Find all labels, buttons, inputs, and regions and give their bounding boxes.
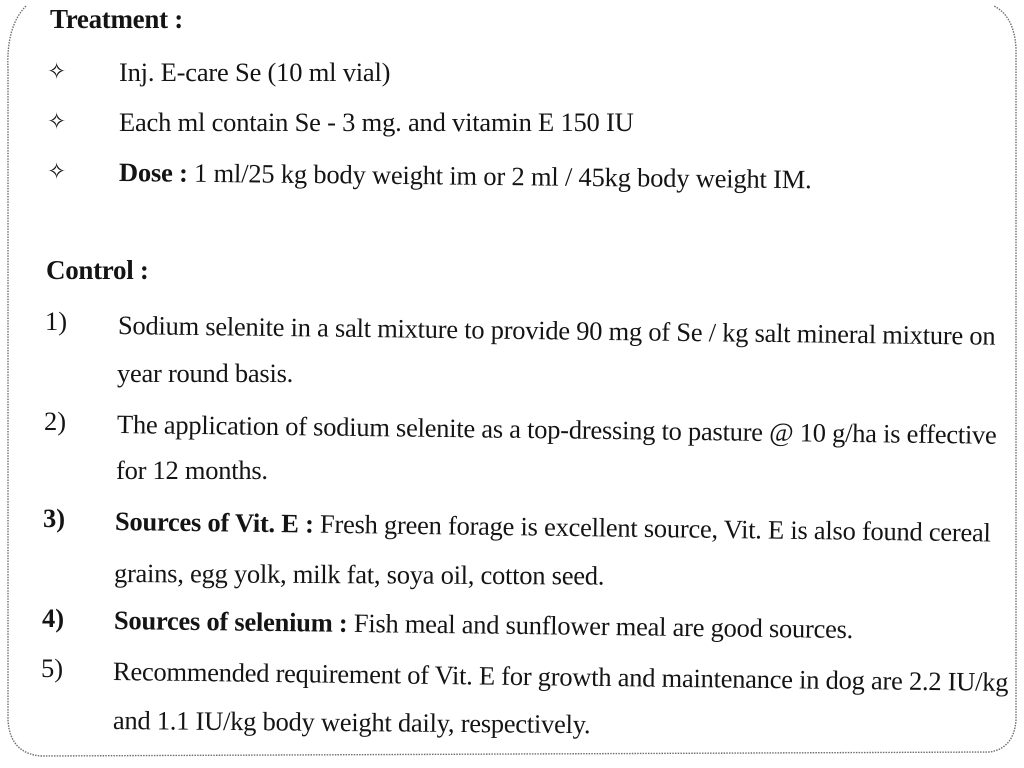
control-item-line: year round basis.	[117, 358, 294, 388]
control-item-line: grains, egg yolk, milk fat, soya oil, cotton seed.	[113, 558, 605, 591]
control-item-bold: Sources of selenium :	[113, 605, 348, 638]
control-item-bold: Sources of Vit. E :	[114, 506, 314, 539]
treatment-item	[119, 107, 634, 138]
control-item-text: Fish meal and sunflower meal are good sources.	[347, 607, 854, 645]
control-item-line: and 1.1 IU/kg body weight daily, respectively.	[112, 705, 591, 740]
treatment-item-bold: Dose :	[118, 157, 188, 188]
control-item-text: Sodium selenite in a salt mixture to provide 90 mg of Se / kg salt mineral mixture on	[117, 310, 996, 351]
treatment-item-text: 1 ml/25 kg body weight im or 2 ml / 45kg body weight IM.	[187, 157, 812, 195]
four-point-star-bullet-icon: ✧	[47, 109, 67, 134]
control-item-number: 5)	[41, 653, 64, 683]
treatment-item-text: Inj. E-care Se (10 ml vial)	[119, 57, 391, 87]
four-point-star-bullet-icon: ✧	[47, 59, 67, 84]
control-item-text: Fresh green forage is excellent source, Vit. E is also found cereal	[313, 508, 991, 548]
control-item-number: 1)	[45, 306, 68, 336]
four-point-star-bullet-icon: ✧	[47, 159, 67, 184]
treatment-item	[119, 57, 390, 88]
control-item-number: 3)	[43, 503, 66, 533]
control-item-line: for 12 months.	[116, 455, 268, 485]
control-item-number: 4)	[42, 603, 65, 633]
control-item-number: 2)	[44, 406, 67, 436]
treatment-heading: Treatment :	[50, 4, 183, 34]
control-item-text: The application of sodium selenite as a top-dressing to pasture @ 10 g/ha is effective	[116, 409, 997, 450]
treatment-item-text: Each ml contain Se - 3 mg. and vitamin E 150 IU	[119, 107, 634, 137]
control-item-text: Recommended requirement of Vit. E for growth and maintenance in dog are 2.2 IU/kg	[112, 656, 1009, 697]
control-heading: Control :	[46, 255, 149, 285]
